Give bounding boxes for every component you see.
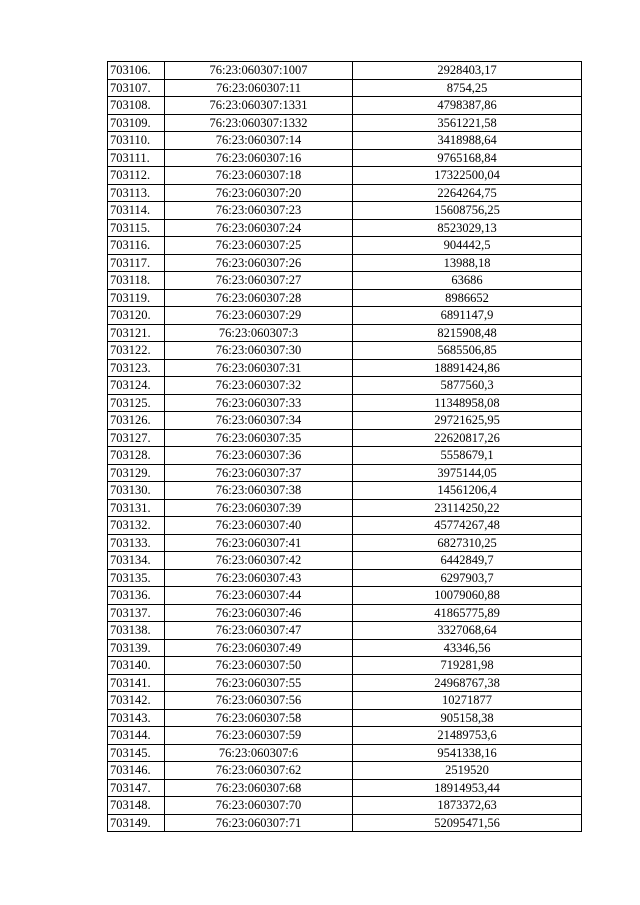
cadastral-value-cell: 5558679,1 — [353, 447, 582, 465]
cadastral-value-cell: 6297903,7 — [353, 569, 582, 587]
cadastral-value-cell: 63686 — [353, 272, 582, 290]
row-number-cell: 703129. — [108, 464, 165, 482]
row-number-cell: 703120. — [108, 307, 165, 325]
row-number-cell: 703143. — [108, 709, 165, 727]
cadastral-number-cell: 76:23:060307:68 — [165, 779, 353, 797]
cadastral-value-cell: 22620817,26 — [353, 429, 582, 447]
row-number-cell: 703149. — [108, 814, 165, 832]
cadastral-value-cell: 8986652 — [353, 289, 582, 307]
cadastral-number-cell: 76:23:060307:32 — [165, 377, 353, 395]
table-row — [108, 482, 582, 500]
row-number-cell: 703144. — [108, 727, 165, 745]
row-number-cell: 703125. — [108, 394, 165, 412]
table-row — [108, 377, 582, 395]
row-number-cell: 703139. — [108, 639, 165, 657]
row-number-cell: 703106. — [108, 62, 165, 80]
row-number-cell: 703109. — [108, 114, 165, 132]
cadastral-value-table — [107, 61, 582, 832]
table-row — [108, 254, 582, 272]
row-number-cell: 703110. — [108, 132, 165, 150]
cadastral-number-cell: 76:23:060307:70 — [165, 797, 353, 815]
row-number-cell: 703118. — [108, 272, 165, 290]
table-row — [108, 62, 582, 80]
row-number-cell: 703142. — [108, 692, 165, 710]
cadastral-value-cell: 10079060,88 — [353, 587, 582, 605]
cadastral-number-cell: 76:23:060307:31 — [165, 359, 353, 377]
row-number-cell: 703116. — [108, 237, 165, 255]
table-row — [108, 447, 582, 465]
row-number-cell: 703145. — [108, 744, 165, 762]
table-row — [108, 727, 582, 745]
cadastral-value-cell: 8754,25 — [353, 79, 582, 97]
table-row — [108, 149, 582, 167]
cadastral-number-cell: 76:23:060307:16 — [165, 149, 353, 167]
cadastral-number-cell: 76:23:060307:36 — [165, 447, 353, 465]
row-number-cell: 703126. — [108, 412, 165, 430]
cadastral-value-cell: 6891147,9 — [353, 307, 582, 325]
cadastral-number-cell: 76:23:060307:34 — [165, 412, 353, 430]
row-number-cell: 703148. — [108, 797, 165, 815]
row-number-cell: 703132. — [108, 517, 165, 535]
cadastral-number-cell: 76:23:060307:62 — [165, 762, 353, 780]
cadastral-number-cell: 76:23:060307:1331 — [165, 97, 353, 115]
table-row — [108, 307, 582, 325]
cadastral-number-cell: 76:23:060307:35 — [165, 429, 353, 447]
cadastral-value-cell: 23114250,22 — [353, 499, 582, 517]
row-number-cell: 703146. — [108, 762, 165, 780]
cadastral-number-cell: 76:23:060307:47 — [165, 622, 353, 640]
row-number-cell: 703136. — [108, 587, 165, 605]
row-number-cell: 703123. — [108, 359, 165, 377]
cadastral-value-cell: 4798387,86 — [353, 97, 582, 115]
table-row — [108, 97, 582, 115]
cadastral-value-cell: 5877560,3 — [353, 377, 582, 395]
cadastral-number-cell: 76:23:060307:20 — [165, 184, 353, 202]
cadastral-value-cell: 3561221,58 — [353, 114, 582, 132]
row-number-cell: 703140. — [108, 657, 165, 675]
cadastral-number-cell: 76:23:060307:25 — [165, 237, 353, 255]
row-number-cell: 703127. — [108, 429, 165, 447]
cadastral-value-cell: 904442,5 — [353, 237, 582, 255]
cadastral-value-cell: 3327068,64 — [353, 622, 582, 640]
row-number-cell: 703128. — [108, 447, 165, 465]
cadastral-value-cell: 3418988,64 — [353, 132, 582, 150]
row-number-cell: 703131. — [108, 499, 165, 517]
row-number-cell: 703112. — [108, 167, 165, 185]
cadastral-value-cell: 8215908,48 — [353, 324, 582, 342]
row-number-cell: 703122. — [108, 342, 165, 360]
row-number-cell: 703137. — [108, 604, 165, 622]
row-number-cell: 703111. — [108, 149, 165, 167]
row-number-cell: 703114. — [108, 202, 165, 220]
table-row — [108, 744, 582, 762]
cadastral-number-cell: 76:23:060307:37 — [165, 464, 353, 482]
cadastral-number-cell: 76:23:060307:30 — [165, 342, 353, 360]
table-row — [108, 569, 582, 587]
cadastral-value-cell: 8523029,13 — [353, 219, 582, 237]
table-row — [108, 814, 582, 832]
table-row — [108, 709, 582, 727]
cadastral-number-cell: 76:23:060307:18 — [165, 167, 353, 185]
cadastral-number-cell: 76:23:060307:41 — [165, 534, 353, 552]
row-number-cell: 703124. — [108, 377, 165, 395]
cadastral-value-cell: 1873372,63 — [353, 797, 582, 815]
cadastral-value-cell: 11348958,08 — [353, 394, 582, 412]
cadastral-number-cell: 76:23:060307:58 — [165, 709, 353, 727]
cadastral-value-cell: 24968767,38 — [353, 674, 582, 692]
row-number-cell: 703113. — [108, 184, 165, 202]
table-row — [108, 552, 582, 570]
cadastral-number-cell: 76:23:060307:39 — [165, 499, 353, 517]
cadastral-number-cell: 76:23:060307:50 — [165, 657, 353, 675]
table-row — [108, 114, 582, 132]
cadastral-number-cell: 76:23:060307:59 — [165, 727, 353, 745]
table-row — [108, 394, 582, 412]
cadastral-value-cell: 3975144,05 — [353, 464, 582, 482]
cadastral-number-cell: 76:23:060307:38 — [165, 482, 353, 500]
cadastral-value-cell: 45774267,48 — [353, 517, 582, 535]
row-number-cell: 703121. — [108, 324, 165, 342]
cadastral-number-cell: 76:23:060307:1332 — [165, 114, 353, 132]
cadastral-number-cell: 76:23:060307:23 — [165, 202, 353, 220]
table-row — [108, 622, 582, 640]
cadastral-number-cell: 76:23:060307:44 — [165, 587, 353, 605]
table-row — [108, 342, 582, 360]
cadastral-number-cell: 76:23:060307:26 — [165, 254, 353, 272]
cadastral-number-cell: 76:23:060307:43 — [165, 569, 353, 587]
cadastral-value-cell: 17322500,04 — [353, 167, 582, 185]
table-row — [108, 237, 582, 255]
cadastral-value-cell: 9765168,84 — [353, 149, 582, 167]
cadastral-value-cell: 41865775,89 — [353, 604, 582, 622]
cadastral-value-cell: 6442849,7 — [353, 552, 582, 570]
cadastral-value-cell: 14561206,4 — [353, 482, 582, 500]
cadastral-value-cell: 719281,98 — [353, 657, 582, 675]
table-row — [108, 272, 582, 290]
cadastral-number-cell: 76:23:060307:55 — [165, 674, 353, 692]
table-row — [108, 534, 582, 552]
cadastral-number-cell: 76:23:060307:42 — [165, 552, 353, 570]
cadastral-value-cell: 5685506,85 — [353, 342, 582, 360]
cadastral-value-cell: 18891424,86 — [353, 359, 582, 377]
table-row — [108, 797, 582, 815]
cadastral-number-cell: 76:23:060307:1007 — [165, 62, 353, 80]
row-number-cell: 703138. — [108, 622, 165, 640]
cadastral-value-cell: 52095471,56 — [353, 814, 582, 832]
cadastral-number-cell: 76:23:060307:6 — [165, 744, 353, 762]
cadastral-number-cell: 76:23:060307:28 — [165, 289, 353, 307]
row-number-cell: 703147. — [108, 779, 165, 797]
table-row — [108, 359, 582, 377]
table-row — [108, 289, 582, 307]
table-row — [108, 132, 582, 150]
cadastral-number-cell: 76:23:060307:33 — [165, 394, 353, 412]
table-row — [108, 202, 582, 220]
cadastral-number-cell: 76:23:060307:3 — [165, 324, 353, 342]
cadastral-number-cell: 76:23:060307:24 — [165, 219, 353, 237]
table-row — [108, 429, 582, 447]
table-row — [108, 79, 582, 97]
table-row — [108, 167, 582, 185]
cadastral-number-cell: 76:23:060307:29 — [165, 307, 353, 325]
cadastral-number-cell: 76:23:060307:49 — [165, 639, 353, 657]
row-number-cell: 703117. — [108, 254, 165, 272]
cadastral-value-cell: 10271877 — [353, 692, 582, 710]
table-row — [108, 762, 582, 780]
cadastral-number-cell: 76:23:060307:71 — [165, 814, 353, 832]
table-row — [108, 779, 582, 797]
cadastral-value-cell: 6827310,25 — [353, 534, 582, 552]
cadastral-number-cell: 76:23:060307:27 — [165, 272, 353, 290]
cadastral-value-cell: 43346,56 — [353, 639, 582, 657]
cadastral-value-cell: 2519520 — [353, 762, 582, 780]
table-body — [108, 62, 582, 832]
table-row — [108, 674, 582, 692]
cadastral-value-cell: 2264264,75 — [353, 184, 582, 202]
cadastral-number-cell: 76:23:060307:14 — [165, 132, 353, 150]
cadastral-number-cell: 76:23:060307:46 — [165, 604, 353, 622]
row-number-cell: 703133. — [108, 534, 165, 552]
cadastral-number-cell: 76:23:060307:11 — [165, 79, 353, 97]
table-row — [108, 464, 582, 482]
table-row — [108, 517, 582, 535]
row-number-cell: 703119. — [108, 289, 165, 307]
table-row — [108, 499, 582, 517]
table-row — [108, 657, 582, 675]
row-number-cell: 703134. — [108, 552, 165, 570]
cadastral-value-cell: 29721625,95 — [353, 412, 582, 430]
table-row — [108, 324, 582, 342]
table-row — [108, 639, 582, 657]
cadastral-value-cell: 2928403,17 — [353, 62, 582, 80]
cadastral-value-cell: 21489753,6 — [353, 727, 582, 745]
table-row — [108, 184, 582, 202]
cadastral-value-cell: 9541338,16 — [353, 744, 582, 762]
cadastral-value-cell: 18914953,44 — [353, 779, 582, 797]
cadastral-value-cell: 13988,18 — [353, 254, 582, 272]
row-number-cell: 703115. — [108, 219, 165, 237]
table-row — [108, 219, 582, 237]
table-row — [108, 604, 582, 622]
cadastral-value-cell: 15608756,25 — [353, 202, 582, 220]
table-row — [108, 587, 582, 605]
cadastral-number-cell: 76:23:060307:40 — [165, 517, 353, 535]
table-row — [108, 412, 582, 430]
row-number-cell: 703135. — [108, 569, 165, 587]
row-number-cell: 703107. — [108, 79, 165, 97]
cadastral-value-cell: 905158,38 — [353, 709, 582, 727]
row-number-cell: 703130. — [108, 482, 165, 500]
table-row — [108, 692, 582, 710]
row-number-cell: 703108. — [108, 97, 165, 115]
row-number-cell: 703141. — [108, 674, 165, 692]
cadastral-number-cell: 76:23:060307:56 — [165, 692, 353, 710]
